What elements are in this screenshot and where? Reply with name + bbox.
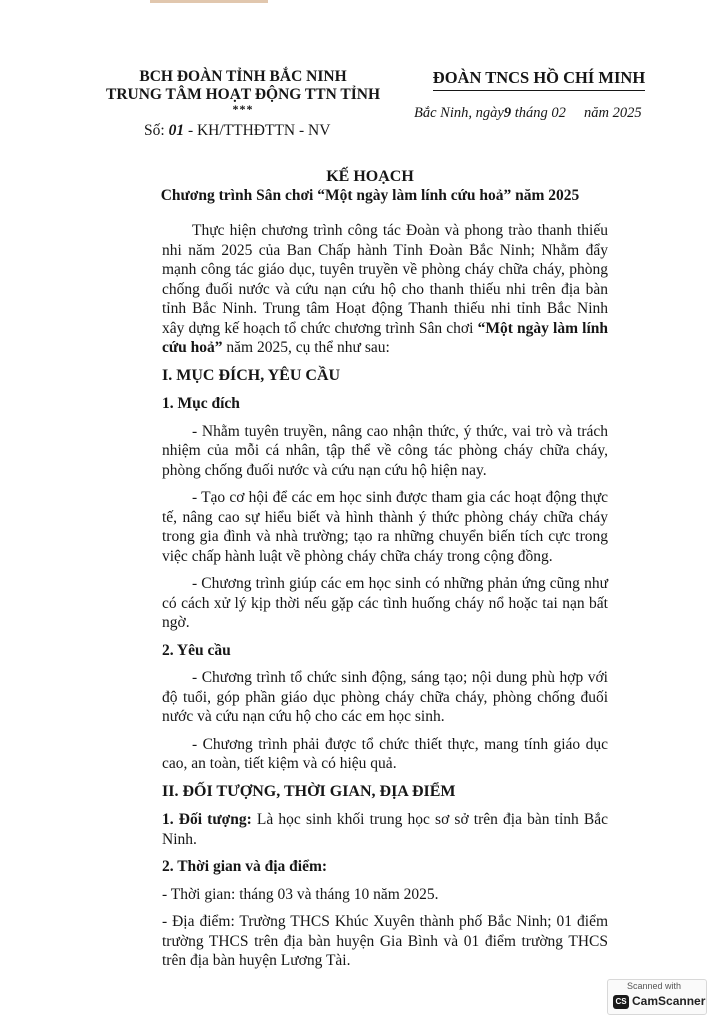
subsection-requirements-heading: 2. Yêu cầu [162, 641, 231, 659]
title-line-2: Chương trình Sân chơi “Một ngày làm lính cứu hoả” năm 2025 [160, 187, 580, 204]
issuer-line-1: BCH ĐOÀN TỈNH BẮC NINH [139, 68, 347, 85]
section-2-heading: II. ĐỐI TƯỢNG, THỜI GIAN, ĐỊA ĐIỂM [162, 782, 456, 800]
time-item: - Thời gian: tháng 03 và tháng 10 năm 2025. [162, 885, 439, 903]
doc-number-handwritten: 01 [168, 122, 185, 139]
purpose-item-1: - Nhằm tuyên truyền, nâng cao nhận thức, ý thức, vai trò và trách nhiệm của mỗi cá nhân, tập thể về công tác phòng cháy chữa cháy, phòng chống đuối nước và cứu nạn cứu hộ hiện nay. [162, 422, 608, 479]
union-header [408, 68, 670, 122]
camscanner-watermark [607, 979, 707, 1015]
intro-text: Thực hiện chương trình công tác Đoàn và phong trào thanh thiếu nhi năm 2025 của Ban Chấp hành Tỉnh Đoàn Bắc Ninh; Nhằm đẩy mạnh công tác giáo dục, tuyên truyền về phòng cháy chữa cháy, phòng chống đuối nước và cứu nạn cứu hộ cho thanh thiếu nhi trên địa bàn tỉnh Bắc Ninh. Trung tâm Hoạt động Thanh thiếu nhi tỉnh Bắc Ninh xây dựng kế hoạch tổ chức chương trình Sân chơi [162, 222, 608, 337]
document-date [408, 105, 670, 122]
camscanner-logo-icon: CS [613, 995, 629, 1009]
union-name: ĐOÀN TNCS HỒ CHÍ MINH [433, 68, 645, 91]
intro-text-end: năm 2025, cụ thể như sau: [226, 339, 390, 356]
date-day-handwritten: 9 [503, 105, 512, 121]
subsection-purpose-heading: 1. Mục đích [162, 395, 240, 412]
scan-edge-mark [150, 0, 268, 3]
section-1-heading: I. MỤC ĐÍCH, YÊU CẦU [162, 366, 341, 384]
purpose-item-3: - Chương trình giúp các em học sinh có những phản ứng cũng như có cách xử lý kịp thời nếu gặp các tình huống cháy nổ hoặc tai nạn bất ngờ. [162, 575, 608, 631]
date-suffix: tháng 02 năm 2025 [514, 105, 642, 121]
intro-paragraph [162, 221, 608, 358]
document-title [120, 167, 620, 206]
intro-program-name: “Một ngày làm lính cứu hoả” [162, 319, 609, 356]
issuer-header [104, 68, 382, 140]
document-body [162, 221, 608, 979]
target-audience [162, 810, 608, 849]
document-number [104, 122, 382, 140]
target-text: Là học sinh khối trung học sơ sở trên địa bàn tỉnh Bắc Ninh. [162, 811, 609, 848]
watermark-app-name: CamScanner [632, 994, 706, 1008]
purpose-item-2: - Tạo cơ hội để các em học sinh được tham gia các hoạt động thực tế, nâng cao sự hiểu biết và hình thành ý thức phòng cháy chữa cháy trong gia đình và nhà trường; tạo ra những chuyển biến tích cực trong việc chấp hành luật về phòng cháy chữa cháy trong cộng đồng. [162, 489, 608, 565]
issuer-stars: *** [232, 102, 254, 116]
time-place-label: 2. Thời gian và địa điểm: [162, 858, 328, 875]
watermark-scanned-with: Scanned with [627, 981, 682, 991]
title-line-1: KẾ HOẠCH [326, 168, 414, 185]
doc-number-suffix: - KH/TTHĐTTN - NV [187, 122, 331, 139]
doc-number-prefix: Số: [144, 122, 165, 139]
requirement-item-2: - Chương trình phải được tổ chức thiết thực, mang tính giáo dục cao, an toàn, tiết kiệm và có hiệu quả. [162, 735, 608, 772]
time-place-heading [162, 857, 608, 877]
date-prefix: Bắc Ninh, ngày [414, 105, 504, 121]
issuer-line-2: TRUNG TÂM HOẠT ĐỘNG TTN TỈNH [105, 86, 381, 103]
target-label: 1. Đối tượng: [162, 811, 252, 828]
place-item: - Địa điểm: Trường THCS Khúc Xuyên thành phố Bắc Ninh; 01 điểm trường THCS trên địa bàn huyện Gia Bình và 01 điểm trường THCS trên địa bàn huyện Lương Tài. [162, 913, 608, 969]
requirement-item-1: - Chương trình tổ chức sinh động, sáng tạo; nội dung phù hợp với độ tuổi, góp phần giáo dục phòng cháy chữa cháy, phòng chống đuối nước và cứu nạn cứu hộ cho các em học sinh. [162, 669, 608, 725]
